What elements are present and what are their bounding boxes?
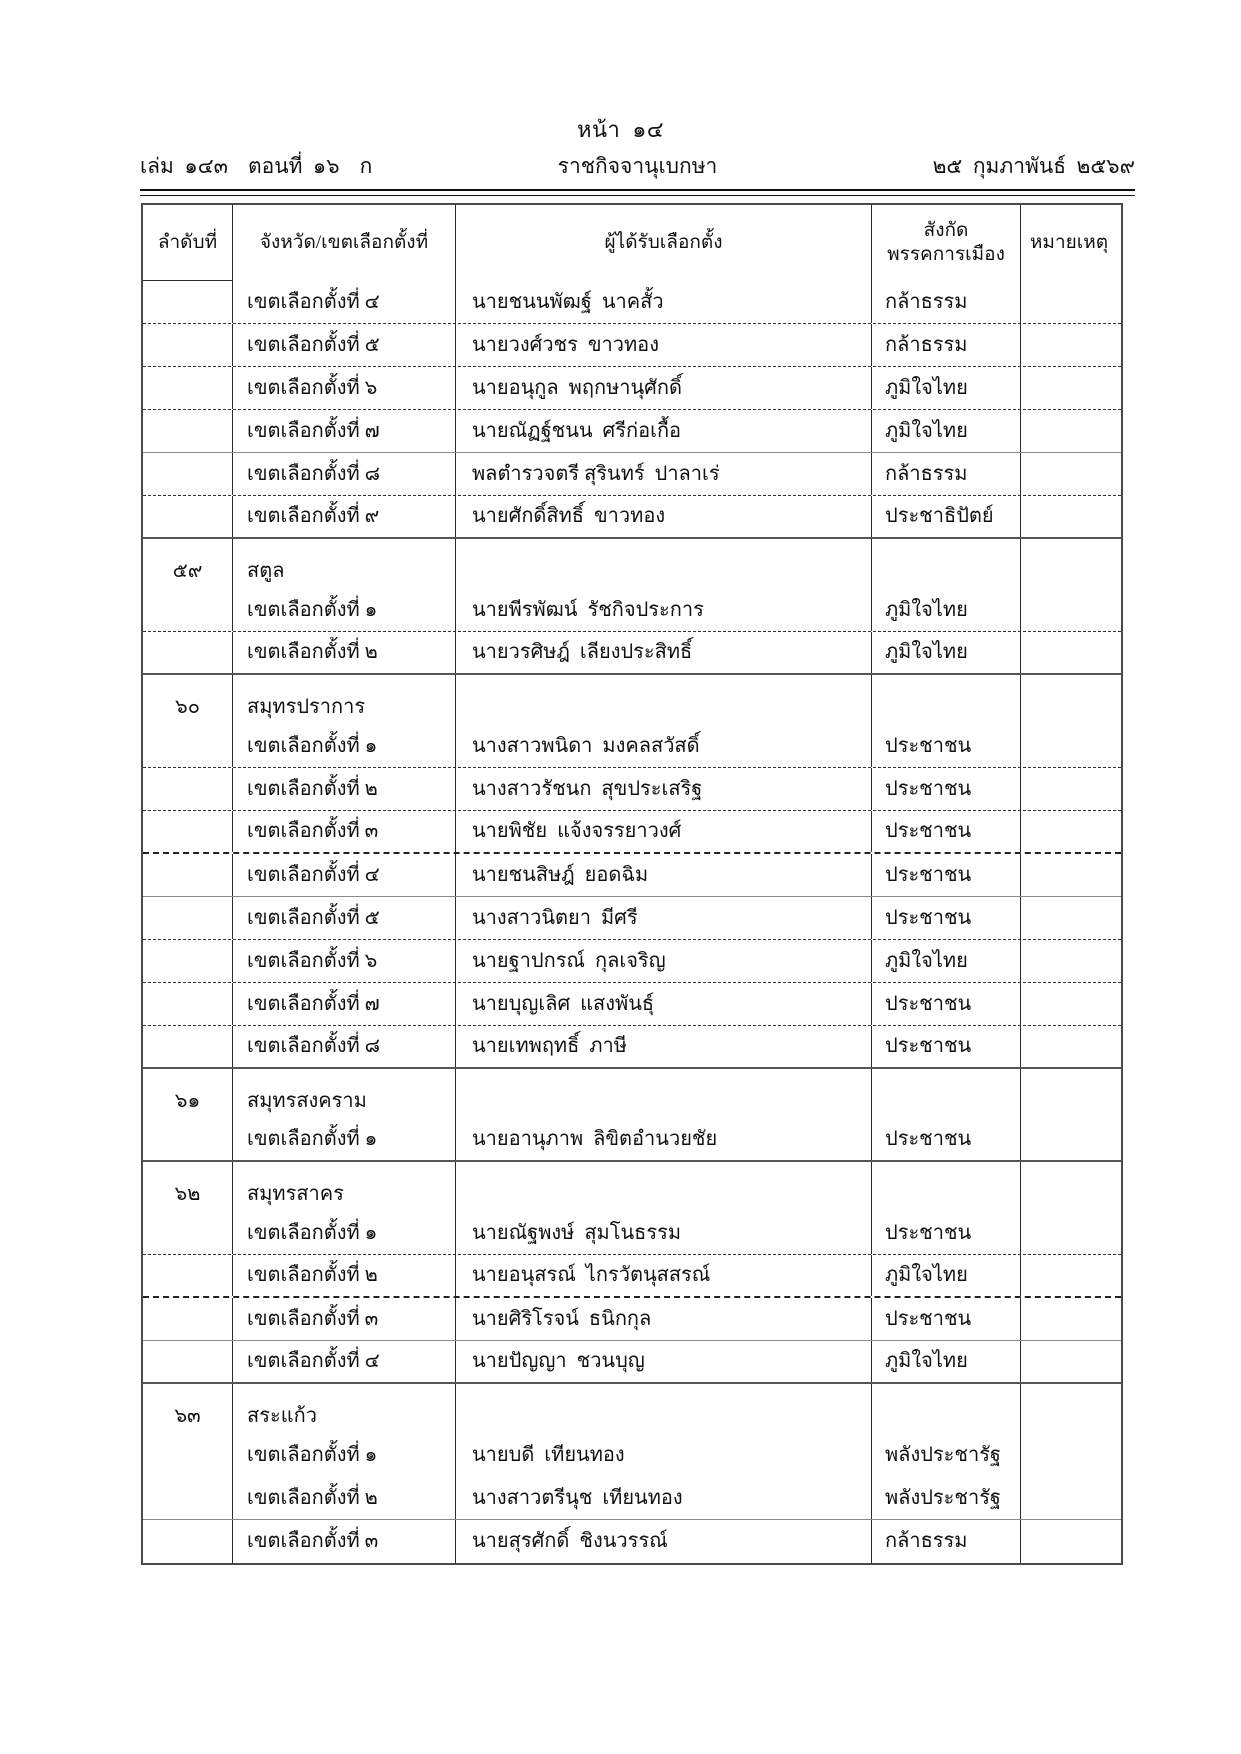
elected-person-cell: พลตำรวจตรี สุรินทร์ ปาลาเร่ [456, 453, 872, 495]
remark-cell [1021, 496, 1117, 537]
remark-cell [1021, 453, 1117, 495]
election-results-table [141, 203, 1123, 1565]
party-affiliation-cell: พลังประชารัฐ [872, 1434, 1021, 1477]
table-row [143, 1520, 1121, 1563]
party-affiliation-cell: พลังประชารัฐ [872, 1477, 1021, 1519]
province-or-district-cell: เขตเลือกตั้งที่ ๓ [233, 1520, 456, 1563]
elected-person-cell [456, 1069, 872, 1119]
table-row [143, 1255, 1121, 1298]
party-affiliation-cell [872, 675, 1021, 725]
table-header-row [143, 205, 1121, 281]
province-or-district-cell: เขตเลือกตั้งที่ ๖ [233, 940, 456, 982]
table-row [143, 410, 1121, 453]
elected-person-cell: นายวงศ์วชร ขาวทอง [456, 324, 872, 366]
elected-person-cell: นางสาวนิตยา มีศรี [456, 897, 872, 939]
table-row [143, 983, 1121, 1026]
row-number-cell: ๖๑ [143, 1069, 233, 1119]
row-number-cell [143, 1520, 233, 1563]
party-affiliation-cell [872, 1162, 1021, 1212]
elected-person-cell: นายวรศิษฎ์ เลียงประสิทธิ์ [456, 632, 872, 673]
table-row [143, 367, 1121, 410]
remark-cell [1021, 589, 1117, 631]
party-affiliation-cell: ประชาชน [872, 1212, 1021, 1254]
row-number-cell [143, 1255, 233, 1296]
party-affiliation-cell: ภูมิใจไทย [872, 367, 1021, 409]
row-number-cell [143, 1477, 233, 1519]
province-or-district-cell: เขตเลือกตั้งที่ ๗ [233, 983, 456, 1025]
row-number-cell [143, 1119, 233, 1160]
province-or-district-cell: เขตเลือกตั้งที่ ๔ [233, 854, 456, 896]
header-party-line1: สังกัด [923, 220, 969, 242]
row-number-cell [143, 940, 233, 982]
row-number-cell [143, 1026, 233, 1067]
row-number-cell [143, 811, 233, 852]
remark-cell [1021, 1119, 1117, 1160]
volume-part [140, 150, 372, 183]
remark-cell [1021, 768, 1117, 810]
remark-cell [1021, 940, 1117, 982]
remark-cell [1021, 324, 1117, 366]
elected-person-cell: นายณัฐพงษ์ สุมโนธรรม [456, 1212, 872, 1254]
row-number-cell [143, 453, 233, 495]
province-or-district-cell: เขตเลือกตั้งที่ ๓ [233, 811, 456, 852]
elected-person-cell: นายเทพฤทธิ์ ภาษี [456, 1026, 872, 1067]
party-affiliation-cell: ประชาชน [872, 725, 1021, 767]
elected-person-cell: นายณัฏฐ์ชนน ศรีก่อเกื้อ [456, 410, 872, 452]
province-or-district-cell: เขตเลือกตั้งที่ ๘ [233, 453, 456, 495]
elected-person-cell: นายชนนพัฒฐ์ นาคสั้ว [456, 281, 872, 323]
province-or-district-cell: สมุทรสาคร [233, 1162, 456, 1212]
row-number-cell [143, 854, 233, 896]
remark-cell [1021, 410, 1117, 452]
remark-cell [1021, 281, 1117, 323]
elected-person-cell: นายอนุกูล พฤกษานุศักดิ์ [456, 367, 872, 409]
row-number-cell [143, 983, 233, 1025]
table-row [143, 632, 1121, 675]
table-row [143, 675, 1121, 725]
party-affiliation-cell: กล้าธรรม [872, 281, 1021, 323]
party-affiliation-cell: ภูมิใจไทย [872, 1255, 1021, 1296]
remark-cell [1021, 983, 1117, 1025]
gazette-title: ราชกิจจานุเบกษา [557, 154, 718, 178]
row-number-cell [143, 768, 233, 810]
table-body [143, 281, 1121, 1563]
elected-person-cell [456, 675, 872, 725]
table-row [143, 1298, 1121, 1341]
party-affiliation-cell: กล้าธรรม [872, 324, 1021, 366]
province-or-district-cell: เขตเลือกตั้งที่ ๔ [233, 1341, 456, 1382]
table-row [143, 1341, 1121, 1384]
table-row [143, 854, 1121, 897]
table-row [143, 539, 1121, 589]
party-affiliation-cell: กล้าธรรม [872, 453, 1021, 495]
row-number-cell [143, 632, 233, 673]
header-province-district: จังหวัด/เขตเลือกตั้งที่ [233, 205, 456, 281]
elected-person-cell: นายปัญญา ชวนบุญ [456, 1341, 872, 1382]
elected-person-cell [456, 1384, 872, 1434]
row-number-cell [143, 589, 233, 631]
remark-cell [1021, 897, 1117, 939]
table-row [143, 1162, 1121, 1212]
province-or-district-cell: สมุทรปราการ [233, 675, 456, 725]
remark-cell [1021, 1069, 1117, 1119]
party-affiliation-cell: ภูมิใจไทย [872, 632, 1021, 673]
province-or-district-cell: สระแก้ว [233, 1384, 456, 1434]
province-or-district-cell: เขตเลือกตั้งที่ ๔ [233, 281, 456, 323]
row-number-cell: ๕๙ [143, 539, 233, 589]
party-affiliation-cell: ประชาชน [872, 897, 1021, 939]
row-number-cell: ๖๓ [143, 1384, 233, 1434]
province-or-district-cell: เขตเลือกตั้งที่ ๑ [233, 725, 456, 767]
elected-person-cell: นายศิริโรจน์ ธนิกกุล [456, 1298, 872, 1340]
party-affiliation-cell: ภูมิใจไทย [872, 410, 1021, 452]
province-or-district-cell: เขตเลือกตั้งที่ ๒ [233, 1477, 456, 1519]
elected-person-cell: นายอานุภาพ ลิขิตอำนวยชัย [456, 1119, 872, 1160]
elected-person-cell: นายชนสิษฎ์ ยอดฉิม [456, 854, 872, 896]
header-remark: หมายเหตุ [1029, 232, 1109, 254]
row-number-cell [143, 897, 233, 939]
party-affiliation-cell: ประชาชน [872, 768, 1021, 810]
remark-cell [1021, 675, 1117, 725]
remark-cell [1021, 539, 1117, 589]
remark-cell [1021, 367, 1117, 409]
table-row [143, 1477, 1121, 1520]
elected-person-cell: นายบุญเลิศ แสงพันธุ์ [456, 983, 872, 1025]
table-row [143, 1212, 1121, 1255]
elected-person-cell: นายอนุสรณ์ ไกรวัตนุสสรณ์ [456, 1255, 872, 1296]
elected-person-cell: นายศักดิ์สิทธิ์ ขาวทอง [456, 496, 872, 537]
elected-person-cell: นายพิชัย แจ้งจรรยาวงศ์ [456, 811, 872, 852]
remark-cell [1021, 1384, 1117, 1434]
remark-cell [1021, 811, 1117, 852]
remark-cell [1021, 854, 1117, 896]
province-or-district-cell: เขตเลือกตั้งที่ ๕ [233, 324, 456, 366]
elected-person-cell: นางสาวรัชนก สุขประเสริฐ [456, 768, 872, 810]
header-elected-person: ผู้ได้รับเลือกตั้ง [456, 205, 872, 281]
party-affiliation-cell: ประชาชน [872, 854, 1021, 896]
remark-cell [1021, 1212, 1117, 1254]
party-affiliation-cell: ประชาธิปัตย์ [872, 496, 1021, 537]
table-row [143, 281, 1121, 324]
province-or-district-cell: เขตเลือกตั้งที่ ๗ [233, 410, 456, 452]
remark-cell [1021, 1477, 1117, 1519]
province-or-district-cell: เขตเลือกตั้งที่ ๕ [233, 897, 456, 939]
party-affiliation-cell [872, 1384, 1021, 1434]
part-label: ตอนที่ ๑๖ [247, 154, 340, 178]
elected-person-cell [456, 1162, 872, 1212]
remark-cell [1021, 1026, 1117, 1067]
province-or-district-cell: เขตเลือกตั้งที่ ๑ [233, 1119, 456, 1160]
row-number-cell [143, 281, 233, 323]
header-party-affiliation [872, 205, 1021, 281]
remark-cell [1021, 725, 1117, 767]
elected-person-cell: นายพีรพัฒน์ รัชกิจประการ [456, 589, 872, 631]
party-affiliation-cell: กล้าธรรม [872, 1520, 1021, 1563]
remark-cell [1021, 1162, 1117, 1212]
row-number-cell [143, 1434, 233, 1477]
remark-cell [1021, 1341, 1117, 1382]
province-or-district-cell: เขตเลือกตั้งที่ ๓ [233, 1298, 456, 1340]
gazette-date: ๒๕ กุมภาพันธ์ ๒๕๖๙ [932, 154, 1135, 178]
party-affiliation-cell: ภูมิใจไทย [872, 1341, 1021, 1382]
elected-person-cell: นายสุรศักดิ์ ชิงนวรรณ์ [456, 1520, 872, 1563]
province-or-district-cell: เขตเลือกตั้งที่ ๑ [233, 589, 456, 631]
elected-person-cell: นายบดี เทียนทอง [456, 1434, 872, 1477]
gazette-header-line [140, 150, 1135, 180]
elected-person-cell: นางสาวตรีนุช เทียนทอง [456, 1477, 872, 1519]
elected-person-cell: นางสาวพนิดา มงคลสวัสดิ์ [456, 725, 872, 767]
remark-cell [1021, 1434, 1117, 1477]
party-affiliation-cell: ประชาชน [872, 811, 1021, 852]
book-label: ก [359, 154, 373, 178]
table-row [143, 1119, 1121, 1162]
party-affiliation-cell: ประชาชน [872, 1119, 1021, 1160]
page-number: หน้า ๑๔ [576, 117, 664, 142]
province-or-district-cell: สมุทรสงคราม [233, 1069, 456, 1119]
table-row [143, 725, 1121, 768]
province-or-district-cell: เขตเลือกตั้งที่ ๘ [233, 1026, 456, 1067]
row-number-cell [143, 367, 233, 409]
elected-person-cell: นายฐาปกรณ์ กุลเจริญ [456, 940, 872, 982]
province-or-district-cell: สตูล [233, 539, 456, 589]
header-no: ลำดับที่ [143, 205, 233, 281]
volume-label: เล่ม ๑๔๓ [140, 154, 228, 178]
table-row [143, 589, 1121, 632]
table-row [143, 1026, 1121, 1069]
remark-cell [1021, 1298, 1117, 1340]
table-row [143, 1384, 1121, 1434]
province-or-district-cell: เขตเลือกตั้งที่ ๒ [233, 632, 456, 673]
remark-cell [1021, 632, 1117, 673]
row-number-cell [143, 410, 233, 452]
row-number-cell [143, 1341, 233, 1382]
table-row [143, 897, 1121, 940]
province-or-district-cell: เขตเลือกตั้งที่ ๖ [233, 367, 456, 409]
table-row [143, 768, 1121, 811]
province-or-district-cell: เขตเลือกตั้งที่ ๙ [233, 496, 456, 537]
row-number-cell [143, 1212, 233, 1254]
row-number-cell [143, 324, 233, 366]
row-number-cell: ๖๐ [143, 675, 233, 725]
province-or-district-cell: เขตเลือกตั้งที่ ๑ [233, 1434, 456, 1477]
party-affiliation-cell [872, 1069, 1021, 1119]
table-row [143, 1069, 1121, 1119]
row-number-cell [143, 496, 233, 537]
province-or-district-cell: เขตเลือกตั้งที่ ๒ [233, 768, 456, 810]
party-affiliation-cell: ประชาชน [872, 983, 1021, 1025]
party-affiliation-cell: ประชาชน [872, 1026, 1021, 1067]
table-row [143, 324, 1121, 367]
row-number-cell [143, 725, 233, 767]
table-row [143, 1434, 1121, 1477]
remark-cell [1021, 1255, 1117, 1296]
table-row [143, 453, 1121, 496]
elected-person-cell [456, 539, 872, 589]
table-row [143, 496, 1121, 539]
party-affiliation-cell [872, 539, 1021, 589]
header-party-line2: พรรคการเมือง [887, 244, 1005, 265]
table-row [143, 811, 1121, 854]
remark-cell [1021, 1520, 1117, 1563]
province-or-district-cell: เขตเลือกตั้งที่ ๑ [233, 1212, 456, 1254]
party-affiliation-cell: ภูมิใจไทย [872, 940, 1021, 982]
double-rule-divider [140, 189, 1135, 196]
row-number-cell: ๖๒ [143, 1162, 233, 1212]
party-affiliation-cell: ประชาชน [872, 1298, 1021, 1340]
row-number-cell [143, 1298, 233, 1340]
table-row [143, 940, 1121, 983]
party-affiliation-cell: ภูมิใจไทย [872, 589, 1021, 631]
province-or-district-cell: เขตเลือกตั้งที่ ๒ [233, 1255, 456, 1296]
